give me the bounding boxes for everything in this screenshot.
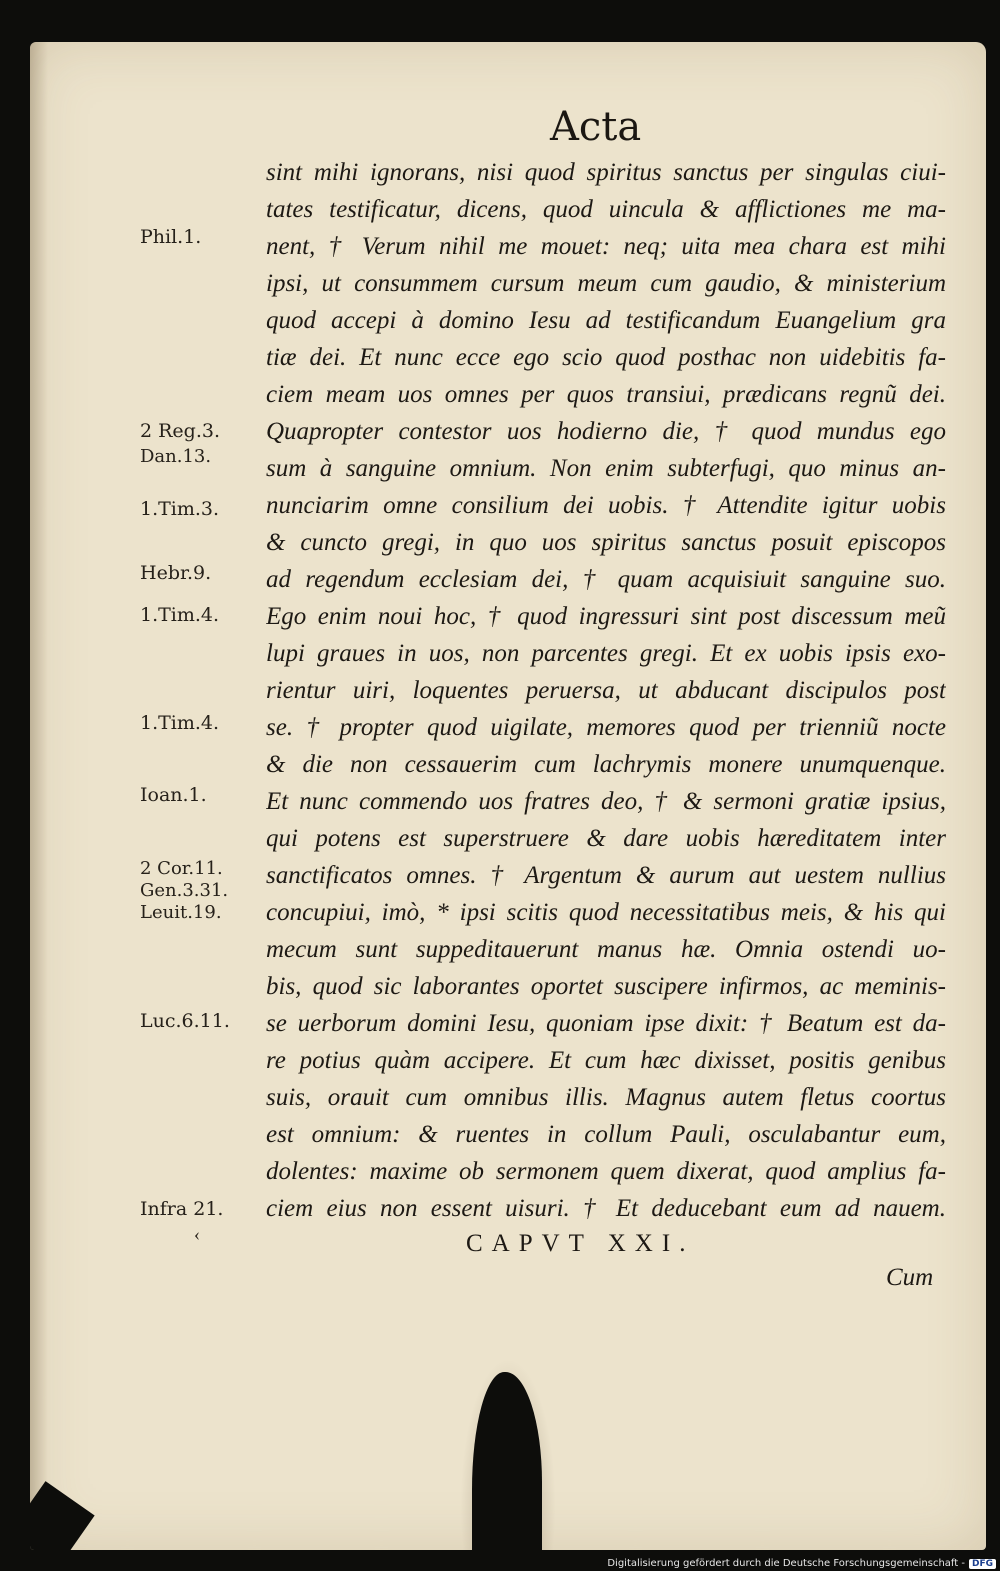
catchword: Cum bbox=[886, 1264, 934, 1291]
text-line: & die non cessauerim cum lachrymis monere unumquenque. bbox=[266, 751, 946, 778]
margin-note: Dan.13. bbox=[140, 446, 212, 467]
text-line: quod accepi à domino Iesu ad testificandum Euangelium gra bbox=[266, 307, 946, 334]
text-line: se uerborum domini Iesu, quoniam ipse dixit: † Beatum est da- bbox=[266, 1010, 946, 1037]
text-line: ipsi, ut consummem cursum meum cum gaudio, & ministerium bbox=[266, 270, 946, 297]
text-line: bis, quod sic laborantes oportet suscipere infirmos, ac meminis- bbox=[266, 973, 946, 1000]
text-line: rientur uiri, loquentes peruersa, ut abducant discipulos post bbox=[266, 677, 946, 704]
text-line: nunciarim omne consilium dei uobis. † Attendite igitur uobis bbox=[266, 492, 946, 519]
margin-note: Phil.1. bbox=[140, 226, 202, 248]
dfg-logo: DFG bbox=[969, 1559, 996, 1569]
text-line: mecum sunt suppeditauerunt manus hæ. Omnia ostendi uo- bbox=[266, 936, 946, 963]
margin-note: Leuit.19. bbox=[140, 902, 222, 923]
stray-ink-mark: ‹ bbox=[194, 1224, 200, 1244]
text-line: dolentes: maxime ob sermonem quem dixerat, quod amplius fa- bbox=[266, 1158, 946, 1185]
text-line: qui potens est superstruere & dare uobis hæreditatem inter bbox=[266, 825, 946, 852]
text-line: Quapropter contestor uos hodierno die, † quod mundus ego bbox=[266, 418, 946, 445]
margin-note: 2 Reg.3. bbox=[140, 420, 221, 442]
text-line: lupi graues in uos, non parcentes gregi. Et ex uobis ipsis exo- bbox=[266, 640, 946, 667]
margin-note: Gen.3.31. bbox=[140, 880, 229, 901]
text-line: sanctificatos omnes. † Argentum & aurum aut uestem nullius bbox=[266, 862, 946, 889]
margin-note: 1.Tim.3. bbox=[140, 498, 220, 520]
margin-notes bbox=[30, 42, 270, 1550]
margin-note: Infra 21. bbox=[140, 1198, 224, 1220]
text-line: ciem eius non essent uisuri. † Et deducebant eum ad nauem. bbox=[266, 1195, 946, 1222]
book-page bbox=[30, 42, 986, 1550]
text-line: concupiui, imò, * ipsi scitis quod necessitatibus meis, & his qui bbox=[266, 899, 946, 926]
margin-note: Ioan.1. bbox=[140, 784, 207, 806]
credit-text: Digitalisierung gefördert durch die Deutsche Forschungsgemeinschaft - bbox=[607, 1558, 965, 1569]
digitization-credit bbox=[607, 1558, 996, 1569]
text-line: se. † propter quod uigilate, memores quod per trienniũ nocte bbox=[266, 714, 946, 741]
text-line: sint mihi ignorans, nisi quod spiritus sanctus per singulas ciui- bbox=[266, 159, 946, 186]
margin-note: 1.Tim.4. bbox=[140, 712, 220, 734]
text-line: tiæ dei. Et nunc ecce ego scio quod posthac non uidebitis fa- bbox=[266, 344, 946, 371]
margin-note: 1.Tim.4. bbox=[140, 604, 220, 626]
running-head: Acta bbox=[550, 104, 642, 150]
text-line: Et nunc commendo uos fratres deo, † & sermoni gratiæ ipsius, bbox=[266, 788, 946, 815]
body-text bbox=[266, 154, 946, 1227]
text-line: Ego enim noui hoc, † quod ingressuri sint post discessum meũ bbox=[266, 603, 946, 630]
margin-note: 2 Cor.11. bbox=[140, 858, 223, 879]
text-line: re potius quàm accipere. Et cum hæc dixisset, positis genibus bbox=[266, 1047, 946, 1074]
text-line: suis, orauit cum omnibus illis. Magnus autem fletus coortus bbox=[266, 1084, 946, 1111]
text-line: tates testificatur, dicens, quod uincula & afflictiones me ma- bbox=[266, 196, 946, 223]
text-line: ciem meam uos omnes per quos transiui, prædicans regnũ dei. bbox=[266, 381, 946, 408]
text-line: sum à sanguine omnium. Non enim subterfugi, quo minus an- bbox=[266, 455, 946, 482]
text-line: est omnium: & ruentes in collum Pauli, osculabantur eum, bbox=[266, 1121, 946, 1148]
text-line: ad regendum ecclesiam dei, † quam acquisiuit sanguine suo. bbox=[266, 566, 946, 593]
margin-note: Hebr.9. bbox=[140, 562, 212, 584]
margin-note: Luc.6.11. bbox=[140, 1010, 230, 1032]
text-line: nent, † Verum nihil me mouet: neq; uita mea chara est mihi bbox=[266, 233, 946, 260]
chapter-heading: CAPVT XXI. bbox=[466, 1230, 695, 1257]
text-line: & cuncto gregi, in quo uos spiritus sanctus posuit episcopos bbox=[266, 529, 946, 556]
